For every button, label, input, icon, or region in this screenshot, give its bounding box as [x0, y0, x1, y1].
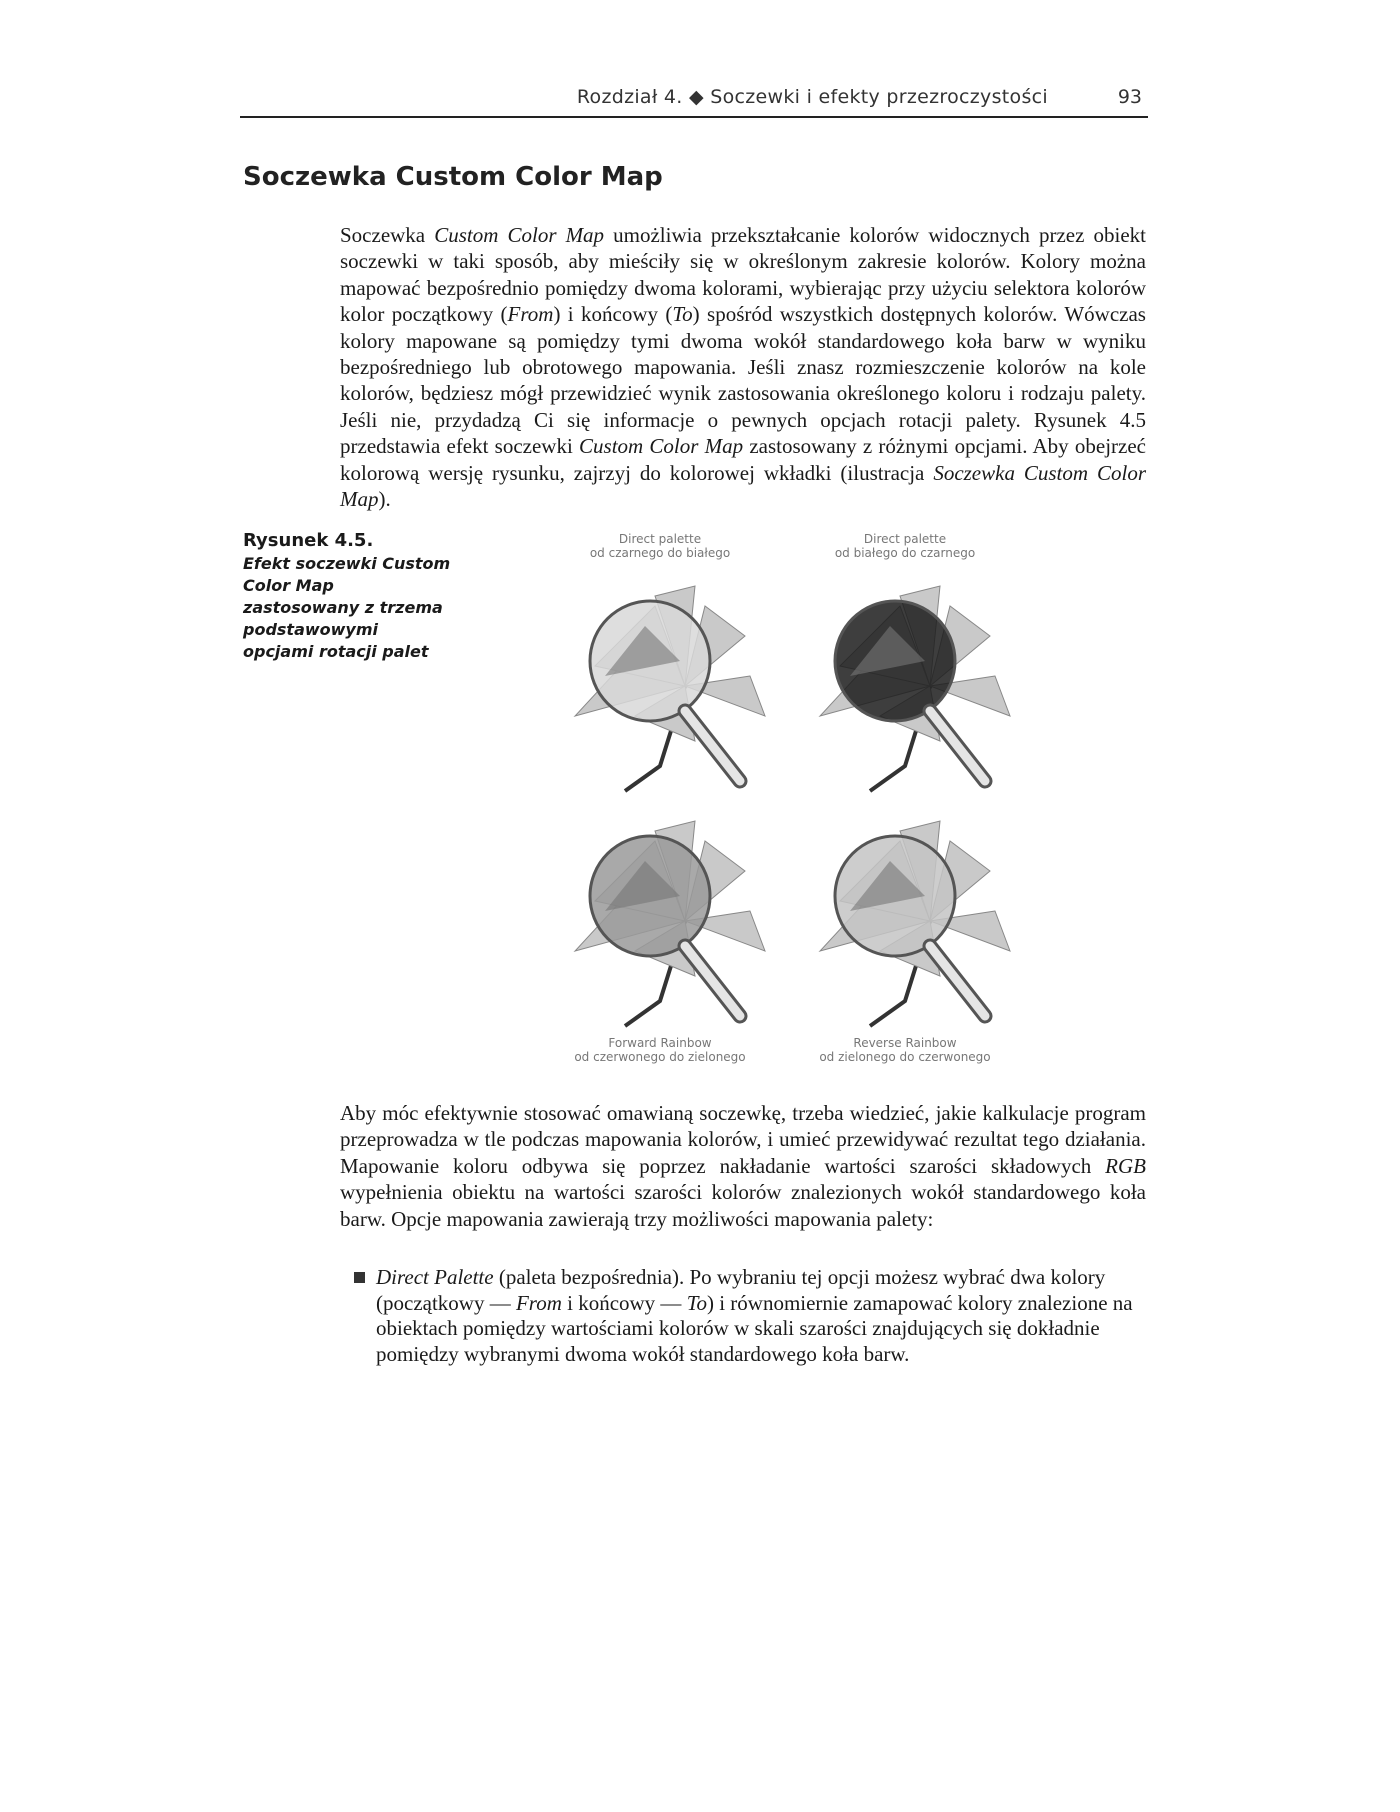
figure-illustration — [535, 566, 1055, 1036]
italic-term: To — [672, 302, 693, 327]
paragraph-mapping — [340, 1100, 1146, 1232]
page-number: 93 — [1117, 86, 1142, 108]
text-run: Soczewka — [340, 223, 435, 247]
section-title: Soczewka Custom Color Map — [243, 162, 663, 192]
text-run: zastosowany z różnymi opcjami. Aby obejrzeć kolorową wersję rysunku, zajrzyj do kolorowej wkładki (ilustracja — [340, 434, 1147, 485]
text-run: ) spośród wszystkich dostępnych kolorów. Wówczas kolory mapowane są pomiędzy tymi dwoma wokół standardowego koła barw w wyniku bezpośredniego lub obrotowego mapowania. Jeśli znasz rozmieszczenie kolorów na kole kolorów, będziesz mógł przewidzieć wynik zastosowania określonego koloru i rodzaju palety. Jeśli nie, przydadzą Ci się informacje o pewnych opcjach rotacji palety. Rysunek 4.5 przedstawia efekt soczewki — [340, 302, 1146, 459]
panel-label-line: od zielonego do czerwonego — [819, 1050, 991, 1064]
panel-label-line: Reverse Rainbow — [853, 1036, 957, 1050]
text-run: i końcowy — — [561, 1290, 687, 1315]
flower-lens-panel — [820, 586, 1010, 791]
italic-term: RGB — [1105, 1153, 1146, 1178]
lens-handle-highlight — [685, 946, 740, 1016]
panel-label-line: Direct palette — [863, 532, 947, 546]
flower-lens-panel — [575, 821, 765, 1026]
italic-term: Custom Color Map — [434, 223, 605, 247]
italic-term: Custom Color Map — [579, 434, 744, 459]
italic-term: Soczewka Custom Color Map — [340, 460, 1146, 512]
figure-lens-comparison — [535, 530, 1055, 1080]
text-run: ). — [378, 487, 391, 512]
panel-label-top-left — [550, 532, 770, 560]
text-run: ) i końcowy ( — [553, 302, 673, 327]
lens-handle-highlight — [930, 946, 985, 1016]
panel-label-top-right — [795, 532, 1015, 560]
panel-label-line: Forward Rainbow — [608, 1036, 712, 1050]
panel-label-line: od białego do czarnego — [834, 546, 976, 560]
flower-lens-panel — [820, 821, 1010, 1026]
flower-lens-panel — [575, 586, 765, 791]
panel-label-line: od czarnego do białego — [589, 546, 731, 560]
square-bullet-icon — [354, 1272, 365, 1283]
panel-label-line: Direct palette — [618, 532, 702, 546]
italic-term: Direct Palette — [376, 1265, 494, 1289]
figure-caption — [243, 530, 453, 663]
text-run: Aby móc efektywnie stosować omawianą soczewkę, trzeba wiedzieć, jakie kalkulacje program przeprowadza w tle podczas mapowania kolorów, i umieć przewidywać rezultat tego działania. Mapowanie koloru odbywa się poprzez nakładanie wartości szarości składowych — [340, 1101, 1146, 1178]
text-run: umożliwia przekształcanie kolorów widocznych przez obiekt soczewki w taki sposób, aby mieściły się w określonym zakresie kolorów. Kolory można mapować bezpośrednio pomiędzy dwoma kolorami, wybierając przy użyciu selektora kolorów kolor początkowy ( — [340, 223, 1146, 327]
text-run: ) i równomiernie zamapować kolory znalezione na obiektach pomiędzy wartościami kolorów w skali szarości znajdujących się dokładnie pomiędzy wybranymi dwoma wokół standardowego koła barw. — [376, 1290, 1133, 1366]
options-list — [354, 1265, 1134, 1367]
panel-label-bottom-left — [550, 1036, 770, 1064]
paragraph-intro — [340, 222, 1146, 512]
lens-handle-highlight — [930, 711, 985, 781]
italic-term: To — [686, 1290, 707, 1315]
italic-term: From — [507, 302, 554, 327]
text-run: (paleta bezpośrednia). Po wybraniu tej opcji możesz wybrać dwa kolory (początkowy — — [376, 1265, 1106, 1315]
figure-caption-text: Efekt soczewki Custom Color Map zastosowany z trzema podstawowymi opcjami rotacji palet — [243, 554, 451, 661]
chapter-title: Rozdział 4. ◆ Soczewki i efekty przezroczystości — [576, 86, 1048, 108]
figure-label: Rysunek 4.5. — [243, 530, 374, 551]
list-item — [354, 1265, 1134, 1367]
panel-label-bottom-right — [795, 1036, 1015, 1064]
text-run: wypełnienia obiektu na wartości szarości kolorów znalezionych wokół standardowego koła barw. Opcje mapowania zawierają trzy możliwości mapowania palety: — [340, 1180, 1146, 1231]
panel-label-line: od czerwonego do zielonego — [574, 1050, 746, 1064]
lens-handle-highlight — [685, 711, 740, 781]
running-header — [240, 84, 1148, 118]
italic-term: From — [515, 1290, 562, 1315]
